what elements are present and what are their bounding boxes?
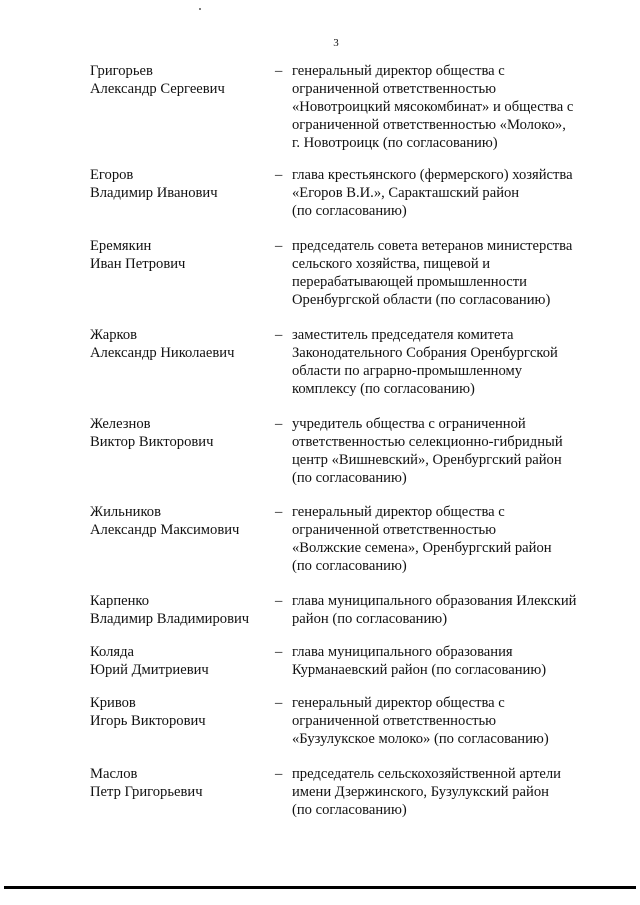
role-line: ответственностью селекционно-гибридный bbox=[292, 434, 563, 450]
member-name bbox=[90, 326, 265, 362]
member-name bbox=[90, 694, 265, 730]
role-line: учредитель общества с ограниченной bbox=[292, 416, 526, 432]
member-name bbox=[90, 166, 265, 202]
member-given-name: Петр Григорьевич bbox=[90, 784, 203, 800]
role-line: перерабатывающей промышленности bbox=[292, 274, 527, 290]
role-line: глава муниципального образования Илекский bbox=[292, 593, 577, 609]
role-line: ограниченной ответственностью bbox=[292, 713, 497, 729]
role-line: (по согласованию) bbox=[292, 203, 407, 219]
role-line: генеральный директор общества с bbox=[292, 504, 505, 520]
member-role bbox=[292, 415, 592, 487]
member-dash: – bbox=[275, 238, 283, 254]
member-name bbox=[90, 237, 265, 273]
member-name bbox=[90, 415, 265, 451]
role-line: г. Новотроицк (по согласованию) bbox=[292, 135, 498, 151]
member-given-name: Иван Петрович bbox=[90, 256, 186, 272]
role-line: сельского хозяйства, пищевой и bbox=[292, 256, 491, 272]
member-dash: – bbox=[275, 504, 283, 520]
role-line: район (по согласованию) bbox=[292, 611, 448, 627]
member-name bbox=[90, 643, 265, 679]
role-line: Курманаевский район (по согласованию) bbox=[292, 662, 547, 678]
member-surname: Коляда bbox=[90, 644, 135, 660]
member-given-name: Юрий Дмитриевич bbox=[90, 662, 209, 678]
member-surname: Жильников bbox=[90, 504, 161, 520]
member-dash: – bbox=[275, 416, 283, 432]
member-given-name: Александр Максимович bbox=[90, 522, 240, 538]
role-line: (по согласованию) bbox=[292, 558, 407, 574]
member-surname: Егоров bbox=[90, 167, 134, 183]
member-dash: – bbox=[275, 167, 283, 183]
role-line: ограниченной ответственностью bbox=[292, 522, 497, 538]
scan-speck bbox=[199, 8, 201, 10]
member-role bbox=[292, 694, 592, 748]
member-given-name: Александр Сергеевич bbox=[90, 81, 225, 97]
role-line: генеральный директор общества с bbox=[292, 695, 505, 711]
role-line: ограниченной ответственностью bbox=[292, 81, 497, 97]
role-line: Оренбургской области (по согласованию) bbox=[292, 292, 551, 308]
role-line: центр «Вишневский», Оренбургский район bbox=[292, 452, 562, 468]
member-surname: Еремякин bbox=[90, 238, 152, 254]
member-role bbox=[292, 643, 592, 679]
member-role bbox=[292, 166, 592, 220]
role-line: председатель сельскохозяйственной артели bbox=[292, 766, 561, 782]
member-role bbox=[292, 237, 592, 309]
member-given-name: Владимир Иванович bbox=[90, 185, 218, 201]
role-line: имени Дзержинского, Бузулукский район bbox=[292, 784, 549, 800]
role-line: «Новотроицкий мясокомбинат» и общества с bbox=[292, 99, 574, 115]
member-role bbox=[292, 326, 592, 398]
role-line: области по аграрно-промышленному bbox=[292, 363, 523, 379]
member-surname: Маслов bbox=[90, 766, 138, 782]
member-given-name: Виктор Викторович bbox=[90, 434, 214, 450]
role-line: генеральный директор общества с bbox=[292, 63, 505, 79]
member-dash: – bbox=[275, 63, 283, 79]
member-given-name: Владимир Владимирович bbox=[90, 611, 250, 627]
member-surname: Железнов bbox=[90, 416, 151, 432]
role-line: Законодательного Собрания Оренбургской bbox=[292, 345, 558, 361]
member-role bbox=[292, 765, 592, 819]
role-line: ограниченной ответственностью «Молоко», bbox=[292, 117, 566, 133]
role-line: глава муниципального образования bbox=[292, 644, 513, 660]
member-given-name: Александр Николаевич bbox=[90, 345, 235, 361]
member-surname: Кривов bbox=[90, 695, 136, 711]
member-surname: Григорьев bbox=[90, 63, 153, 79]
role-line: «Егоров В.И.», Саракташский район bbox=[292, 185, 520, 201]
role-line: заместитель председателя комитета bbox=[292, 327, 514, 343]
member-name bbox=[90, 503, 265, 539]
role-line: (по согласованию) bbox=[292, 470, 407, 486]
member-surname: Карпенко bbox=[90, 593, 150, 609]
member-given-name: Игорь Викторович bbox=[90, 713, 206, 729]
member-surname: Жарков bbox=[90, 327, 138, 343]
role-line: «Волжские семена», Оренбургский район bbox=[292, 540, 552, 556]
member-name bbox=[90, 62, 265, 98]
page-number: 3 bbox=[333, 37, 339, 49]
member-dash: – bbox=[275, 644, 283, 660]
role-line: председатель совета ветеранов министерства bbox=[292, 238, 573, 254]
role-line: комплексу (по согласованию) bbox=[292, 381, 475, 397]
member-dash: – bbox=[275, 766, 283, 782]
member-dash: – bbox=[275, 593, 283, 609]
member-dash: – bbox=[275, 327, 283, 343]
member-role bbox=[292, 62, 592, 152]
member-role bbox=[292, 503, 592, 575]
role-line: (по согласованию) bbox=[292, 802, 407, 818]
role-line: глава крестьянского (фермерского) хозяйства bbox=[292, 167, 573, 183]
role-line: «Бузулукское молоко» (по согласованию) bbox=[292, 731, 549, 747]
member-name bbox=[90, 592, 265, 628]
member-dash: – bbox=[275, 695, 283, 711]
member-name bbox=[90, 765, 265, 801]
member-role bbox=[292, 592, 592, 628]
bottom-rule bbox=[4, 886, 636, 889]
